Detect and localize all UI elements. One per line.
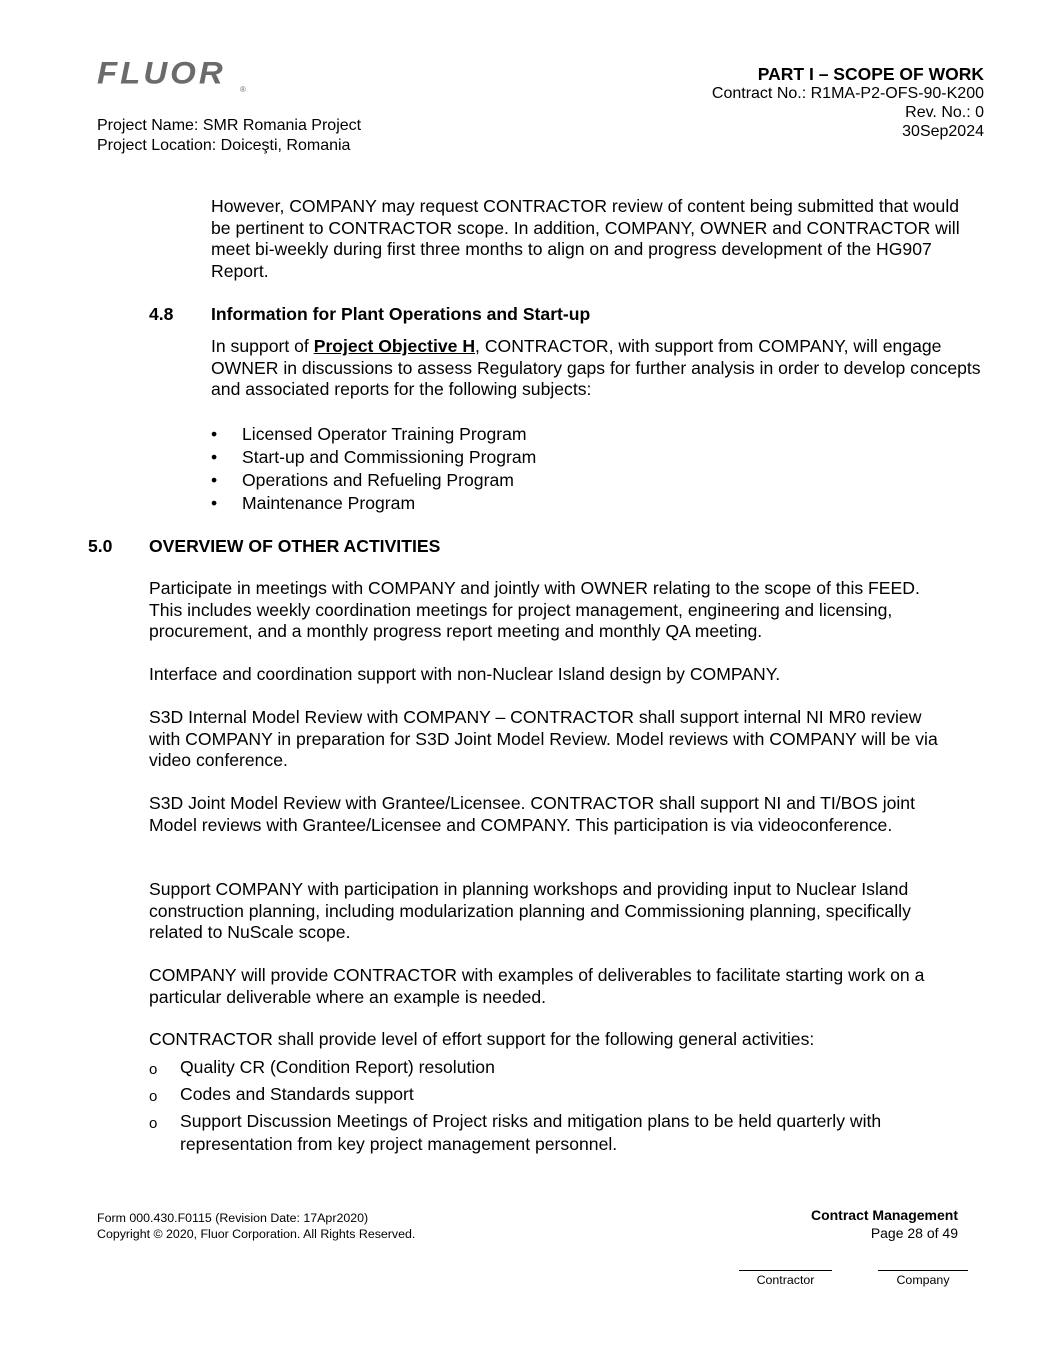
para-planning-block [149,879,949,944]
paragraph: Participate in meetings with COMPANY and jointly with OWNER relating to the scope of this FEED. This includes weekly coordination meetings for project management, engineering and licensing, procurement, and a monthly progress report meeting and monthly QA meeting. [149,578,920,642]
section-5-0-number: 5.0 [88,536,113,556]
paragraph: COMPANY will provide CONTRACTOR with examples of deliverables to facilitate starting work on a particular deliverable where an example is needed. [149,965,925,1007]
contractor-signature [739,1270,832,1287]
registered-mark: ® [240,85,246,94]
para-joint-review-block [149,793,949,836]
project-name: Project Name: SMR Romania Project [97,117,362,134]
intro-paragraph-block [211,196,981,282]
revision-number: Rev. No.: 0 [905,104,984,121]
para-meetings-block [149,578,949,643]
document-header-right [712,64,984,141]
subjects-list [211,423,942,515]
paragraph: CONTRACTOR shall provide level of effort support for the following general activities: [149,1029,815,1049]
form-number: Form 000.430.F0115 (Revision Date: 17Apr2020) [97,1211,369,1225]
paragraph: S3D Internal Model Review with COMPANY – CONTRACTOR shall support internal NI MR0 review with COMPANY in preparation for S3D Joint Model Review. Model reviews with COMPANY will be via video conference. [149,707,938,771]
signature-label: Contractor [756,1273,815,1287]
bullet-icon: • [211,470,218,490]
project-location: Project Location: Doiceşti, Romania [97,137,351,154]
para-level-of-effort-block [149,1029,949,1051]
copyright: Copyright © 2020, Fluor Corporation. All Rights Reserved. [97,1227,416,1241]
circle-bullet-icon: o [149,1061,158,1078]
circle-bullet-icon: o [149,1115,158,1132]
contract-number: Contract No.: R1MA-P2-OFS-90-K200 [711,85,984,102]
section-5-0-title: OVERVIEW OF OTHER ACTIVITIES [149,536,441,556]
signature-line [878,1270,968,1271]
section-4-8-paragraph-block [211,336,981,401]
fluor-logo: FLUOR [97,54,226,91]
signature-line [739,1270,832,1271]
para-internal-review-block [149,707,949,772]
bullet-icon: • [211,447,218,467]
list-item: • Operations and Refueling Program [211,470,514,490]
bullet-icon: • [211,424,218,444]
para-suffix: , CONTRACTOR, with support from COMPANY, will engage OWNER in discussions to assess Regulatory gaps for further analysis in order to develop concepts and associated reports for the following subjects: [211,336,981,400]
para-interface-block [149,664,949,686]
department: Contract Management [810,1207,958,1223]
list-item: • Maintenance Program [211,493,416,513]
footer-right [811,1206,958,1242]
page-number: Page 28 of 49 [870,1225,958,1241]
project-objective-h-link: Project Objective H [313,336,476,356]
intro-paragraph: However, COMPANY may request CONTRACTOR review of content being submitted that would be pertinent to CONTRACTOR scope. In addition, COMPANY, OWNER and CONTRACTOR will meet bi-weekly during first three months to align on and progress development of the HG907 Report. [211,196,960,281]
signature-label: Company [896,1273,950,1287]
list-item: o Support Discussion Meetings of Project risks and mitigation plans to be held quarterly with representation from key project management personnel. [149,1111,882,1154]
paragraph: Interface and coordination support with non-Nuclear Island design by COMPANY. [149,664,781,684]
para-examples-block [149,965,949,1008]
company-signature [878,1270,968,1287]
list-item: • Licensed Operator Training Program [211,424,527,444]
list-item: o Codes and Standards support [180,1083,970,1106]
paragraph: Support COMPANY with participation in planning workshops and providing input to Nuclear Island construction planning, including modularization planning and Commissioning planning, specifically related to NuScale scope. [149,879,911,943]
general-activities-list [149,1056,970,1156]
list-item: • Start-up and Commissioning Program [211,447,537,467]
bullet-icon: • [211,493,218,513]
footer-left [97,1210,415,1242]
circle-bullet-icon: o [149,1088,158,1105]
section-4-8-paragraph [211,336,981,401]
part-title: PART I – SCOPE OF WORK [757,64,984,84]
paragraph: S3D Joint Model Review with Grantee/Licensee. CONTRACTOR shall support NI and TI/BOS joint Model reviews with Grantee/Licensee and COMPANY. This participation is via videoconference. [149,793,915,835]
list-item: o Quality CR (Condition Report) resolution [180,1056,970,1079]
section-4-8-number: 4.8 [149,304,174,324]
document-date: 30Sep2024 [902,123,984,140]
project-info [97,116,361,156]
section-4-8-title: Information for Plant Operations and Start-up [211,304,591,324]
para-prefix: In support of [211,336,314,356]
